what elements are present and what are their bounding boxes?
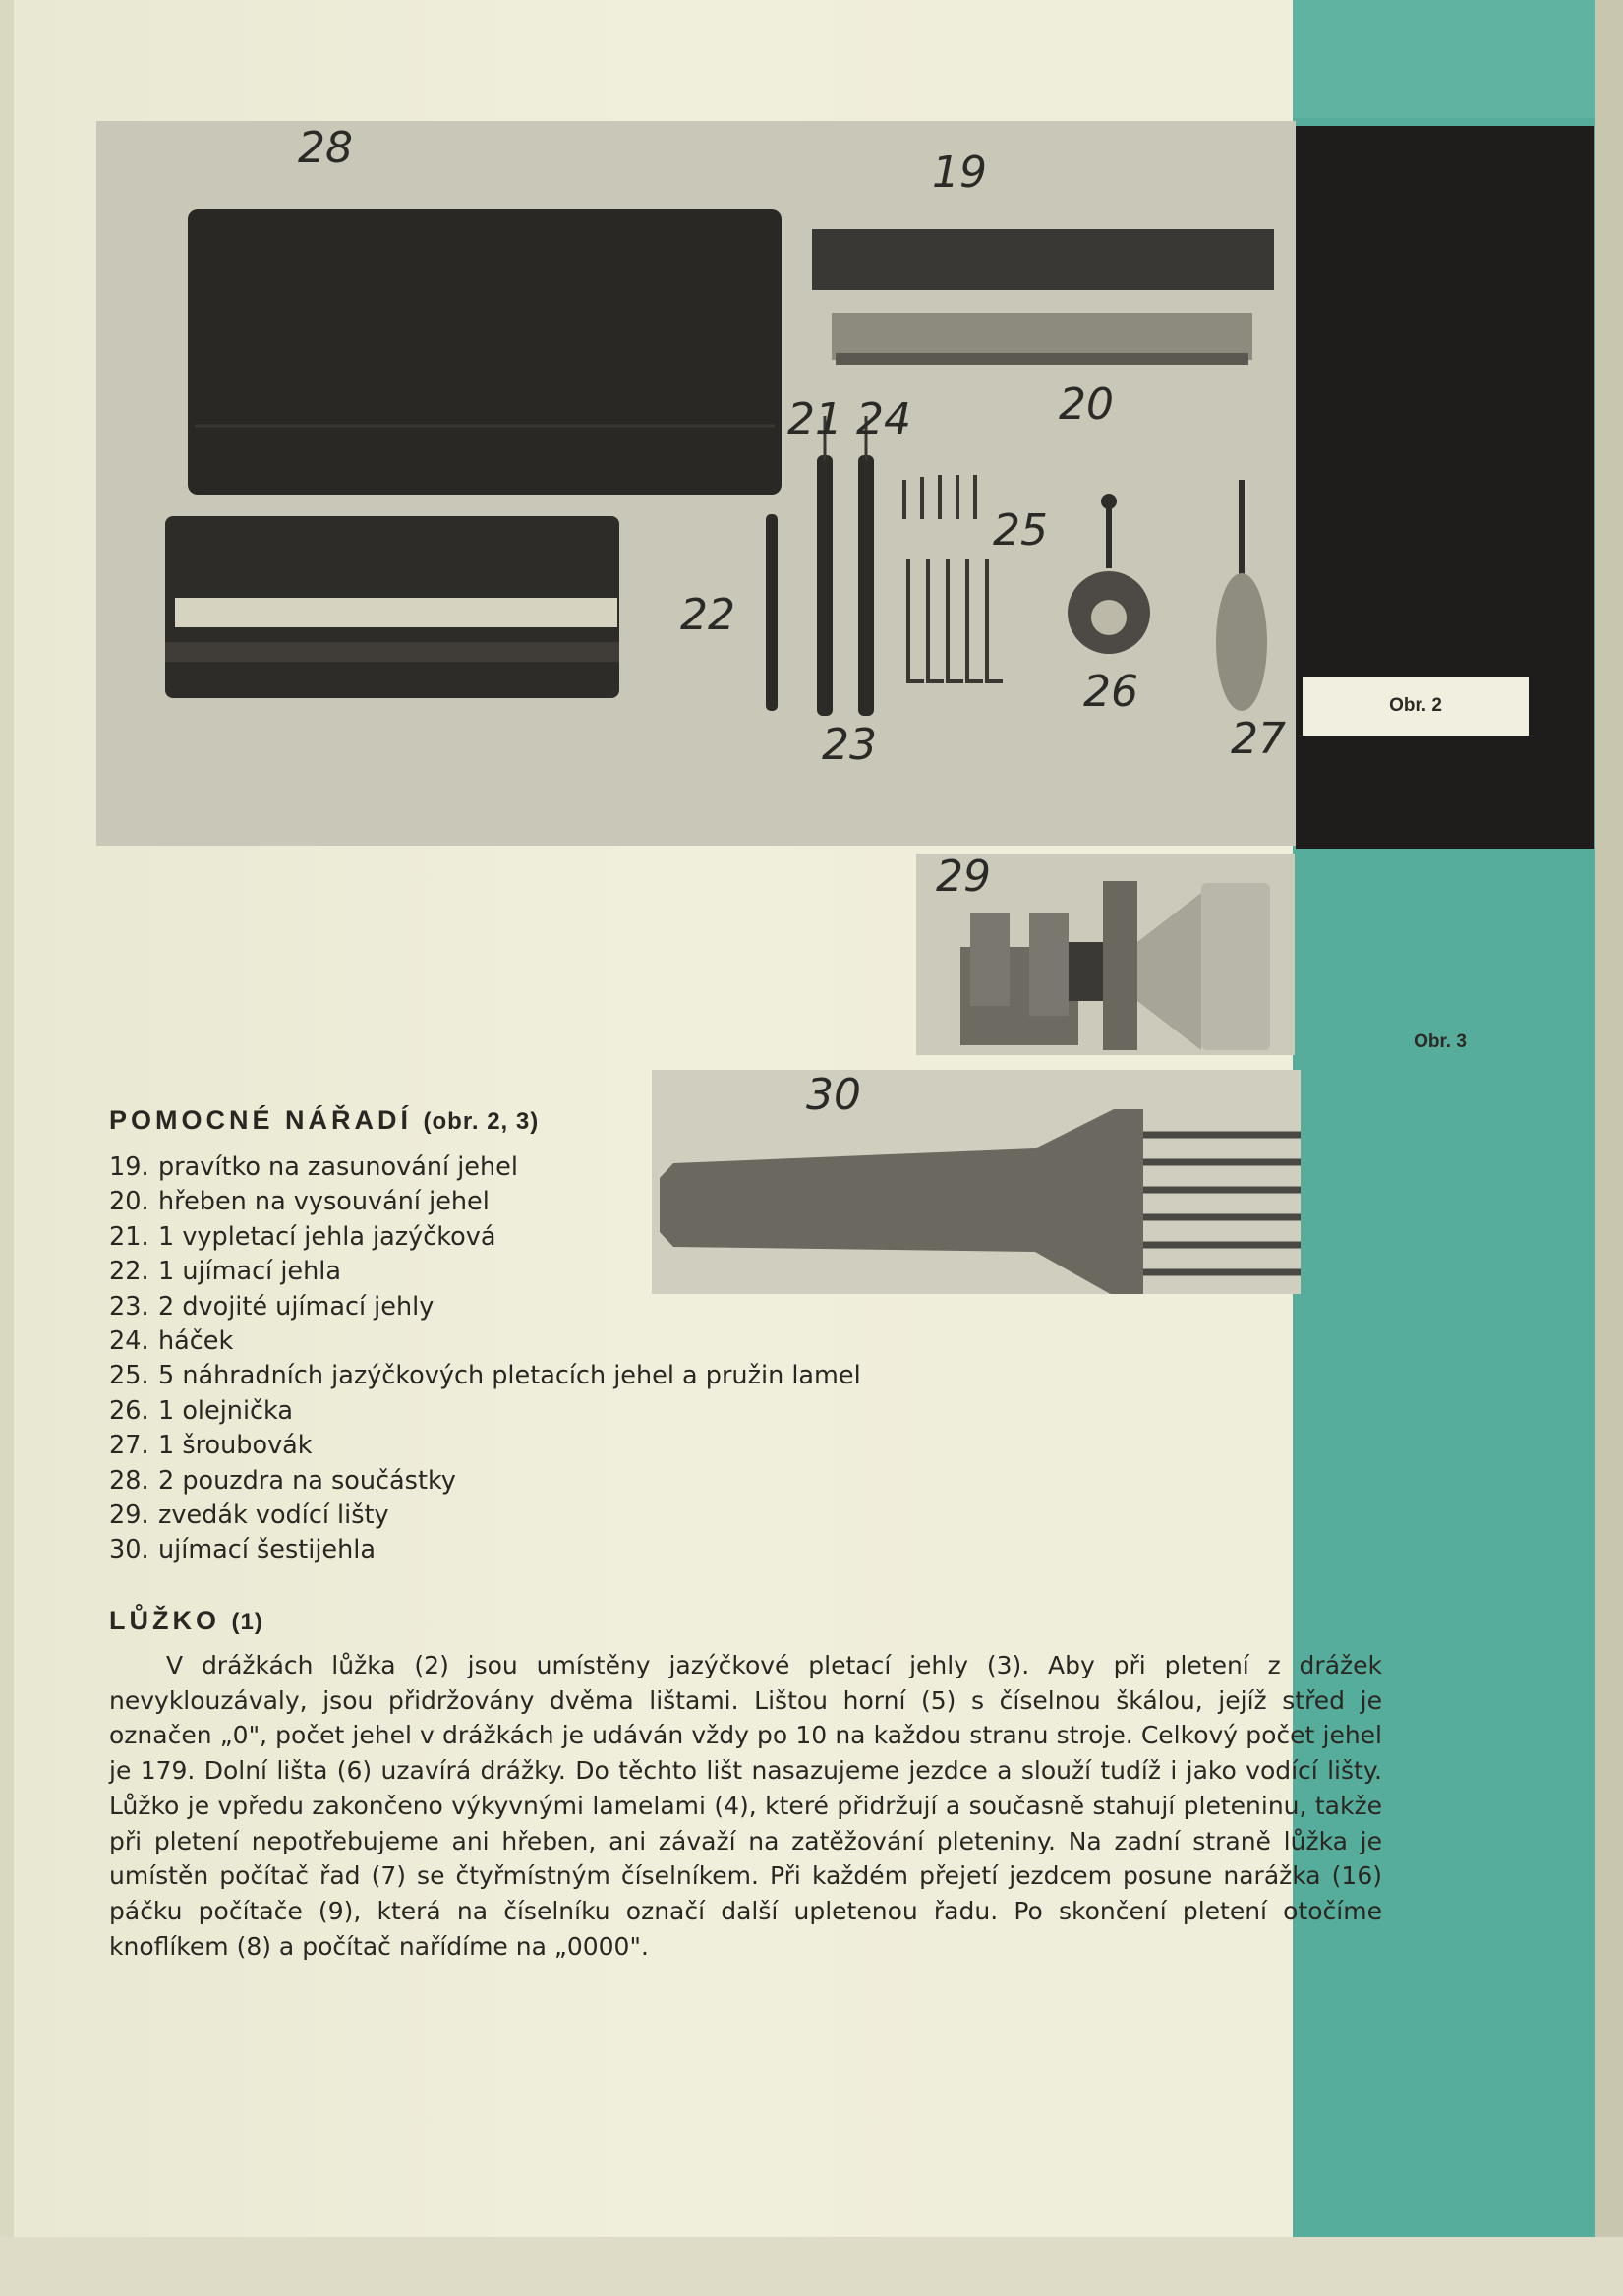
item-number: 29.: [109, 1501, 149, 1531]
list-item: [109, 1325, 861, 1359]
item-number: 24.: [109, 1326, 149, 1357]
item-text: 1 ujímací jehla: [158, 1257, 341, 1287]
callout-25: 25: [993, 505, 1048, 556]
item-number: 26.: [109, 1395, 149, 1426]
callout-20: 20: [1059, 380, 1114, 430]
item-number: 25.: [109, 1361, 149, 1391]
item-text: 1 vypletací jehla jazýčková: [158, 1221, 496, 1252]
item-text: 2 pouzdra na součástky: [158, 1465, 456, 1496]
item-text: hřeben na vysouvání jehel: [158, 1187, 490, 1217]
photo-obr-2-illustration: [96, 121, 1296, 846]
bottom-page-edge: [0, 2237, 1623, 2296]
bed-heading-title: LŮŽKO: [109, 1606, 220, 1635]
item-text: zvedák vodící lišty: [158, 1501, 389, 1531]
tools-list: [109, 1150, 861, 1568]
list-item: [109, 1429, 861, 1463]
callout-26: 26: [1083, 667, 1138, 717]
item-number: 22.: [109, 1257, 149, 1287]
item-text: ujímací šestijehla: [158, 1535, 376, 1565]
bed-paragraph: V drážkách lůžka (2) jsou umístěny jazýčkové pletací jehly (3). Aby při pletení z drážek nevyklouzávaly, jsou přidržovány dvěma lištami. Lištou horní (5) s číselnou škálou, jejíž střed je označen „0", počet jehel v drážkách je udáván vždy po 10 na každou stranu stroje. Celkový počet jehel je 179. Dolní lišta (6) uzavírá drážky. Do těchto lišt nasazujeme jezdce a slouží tudíž i jako vodící lišty. Lůžko je vpředu zakončeno výkyvnými lamelami (4), které přidržují a současně stahují pleteninu, takže při pletení nepotřebujeme ani hřeben, ani závaží na zatěžování pleteniny. Na zadní straně lůžka je umístěn počítač řad (7) se čtyřmístným číselníkem. Při každém přejetí jezdcem posune narážka (16) páčku počítače (9), která na číselníku označí další upletenou řadu. Po skončení pletení otočíme knoflíkem (8) a počítač nařídíme na „0000".: [109, 1651, 1382, 1961]
callout-27: 27: [1231, 714, 1286, 764]
bed-heading-ref: (1): [231, 1609, 263, 1635]
screwdriver-27: [1216, 573, 1267, 711]
list-item: [109, 1150, 861, 1185]
list-item: [109, 1290, 861, 1325]
list-item: [109, 1185, 861, 1219]
item-text: 5 náhradních jazýčkových pletacích jehel a pružin lamel: [158, 1361, 861, 1391]
black-panel: [1296, 126, 1594, 849]
item-number: 27.: [109, 1431, 149, 1461]
list-item: [109, 1533, 861, 1567]
list-item: [109, 1220, 861, 1255]
ruler-19: [812, 229, 1274, 290]
tools-heading-title: POMOCNÉ NÁŘADÍ: [109, 1105, 413, 1135]
figure-label-obr-2: Obr. 2: [1303, 677, 1529, 736]
case-top: [188, 209, 782, 495]
figure-label-obr-3: Obr. 3: [1414, 1031, 1467, 1052]
right-page-edge: [1595, 0, 1623, 2296]
item-text: háček: [158, 1326, 234, 1357]
item-text: 1 šroubovák: [158, 1431, 313, 1461]
list-item: [109, 1255, 861, 1289]
callout-19: 19: [932, 147, 987, 198]
item-number: 28.: [109, 1465, 149, 1496]
comb-20: [832, 313, 1252, 360]
list-item: [109, 1394, 861, 1429]
photo-obr-2: [96, 121, 1296, 846]
item-number: 19.: [109, 1152, 149, 1182]
callout-23: 23: [822, 720, 877, 770]
list-item: [109, 1499, 861, 1533]
list-item: [109, 1464, 861, 1499]
item-number: 30.: [109, 1535, 149, 1565]
item-text: 2 dvojité ujímací jehly: [158, 1291, 435, 1322]
item-text: pravítko na zasunování jehel: [158, 1152, 518, 1182]
callout-22: 22: [680, 590, 735, 640]
callout-30: 30: [806, 1070, 861, 1120]
item-number: 23.: [109, 1291, 149, 1322]
callout-21-24: 21 24: [787, 394, 911, 444]
tools-heading: [109, 1105, 539, 1136]
bed-heading: [109, 1606, 263, 1636]
teal-strip-top: [1293, 0, 1595, 118]
list-item: [109, 1359, 861, 1393]
left-page-edge: [0, 0, 14, 2296]
tools-heading-ref: (obr. 2, 3): [423, 1108, 540, 1135]
callout-28: 28: [298, 123, 353, 173]
item-number: 20.: [109, 1187, 149, 1217]
item-text: 1 olejnička: [158, 1395, 294, 1426]
item-number: 21.: [109, 1221, 149, 1252]
callout-29: 29: [936, 852, 991, 902]
